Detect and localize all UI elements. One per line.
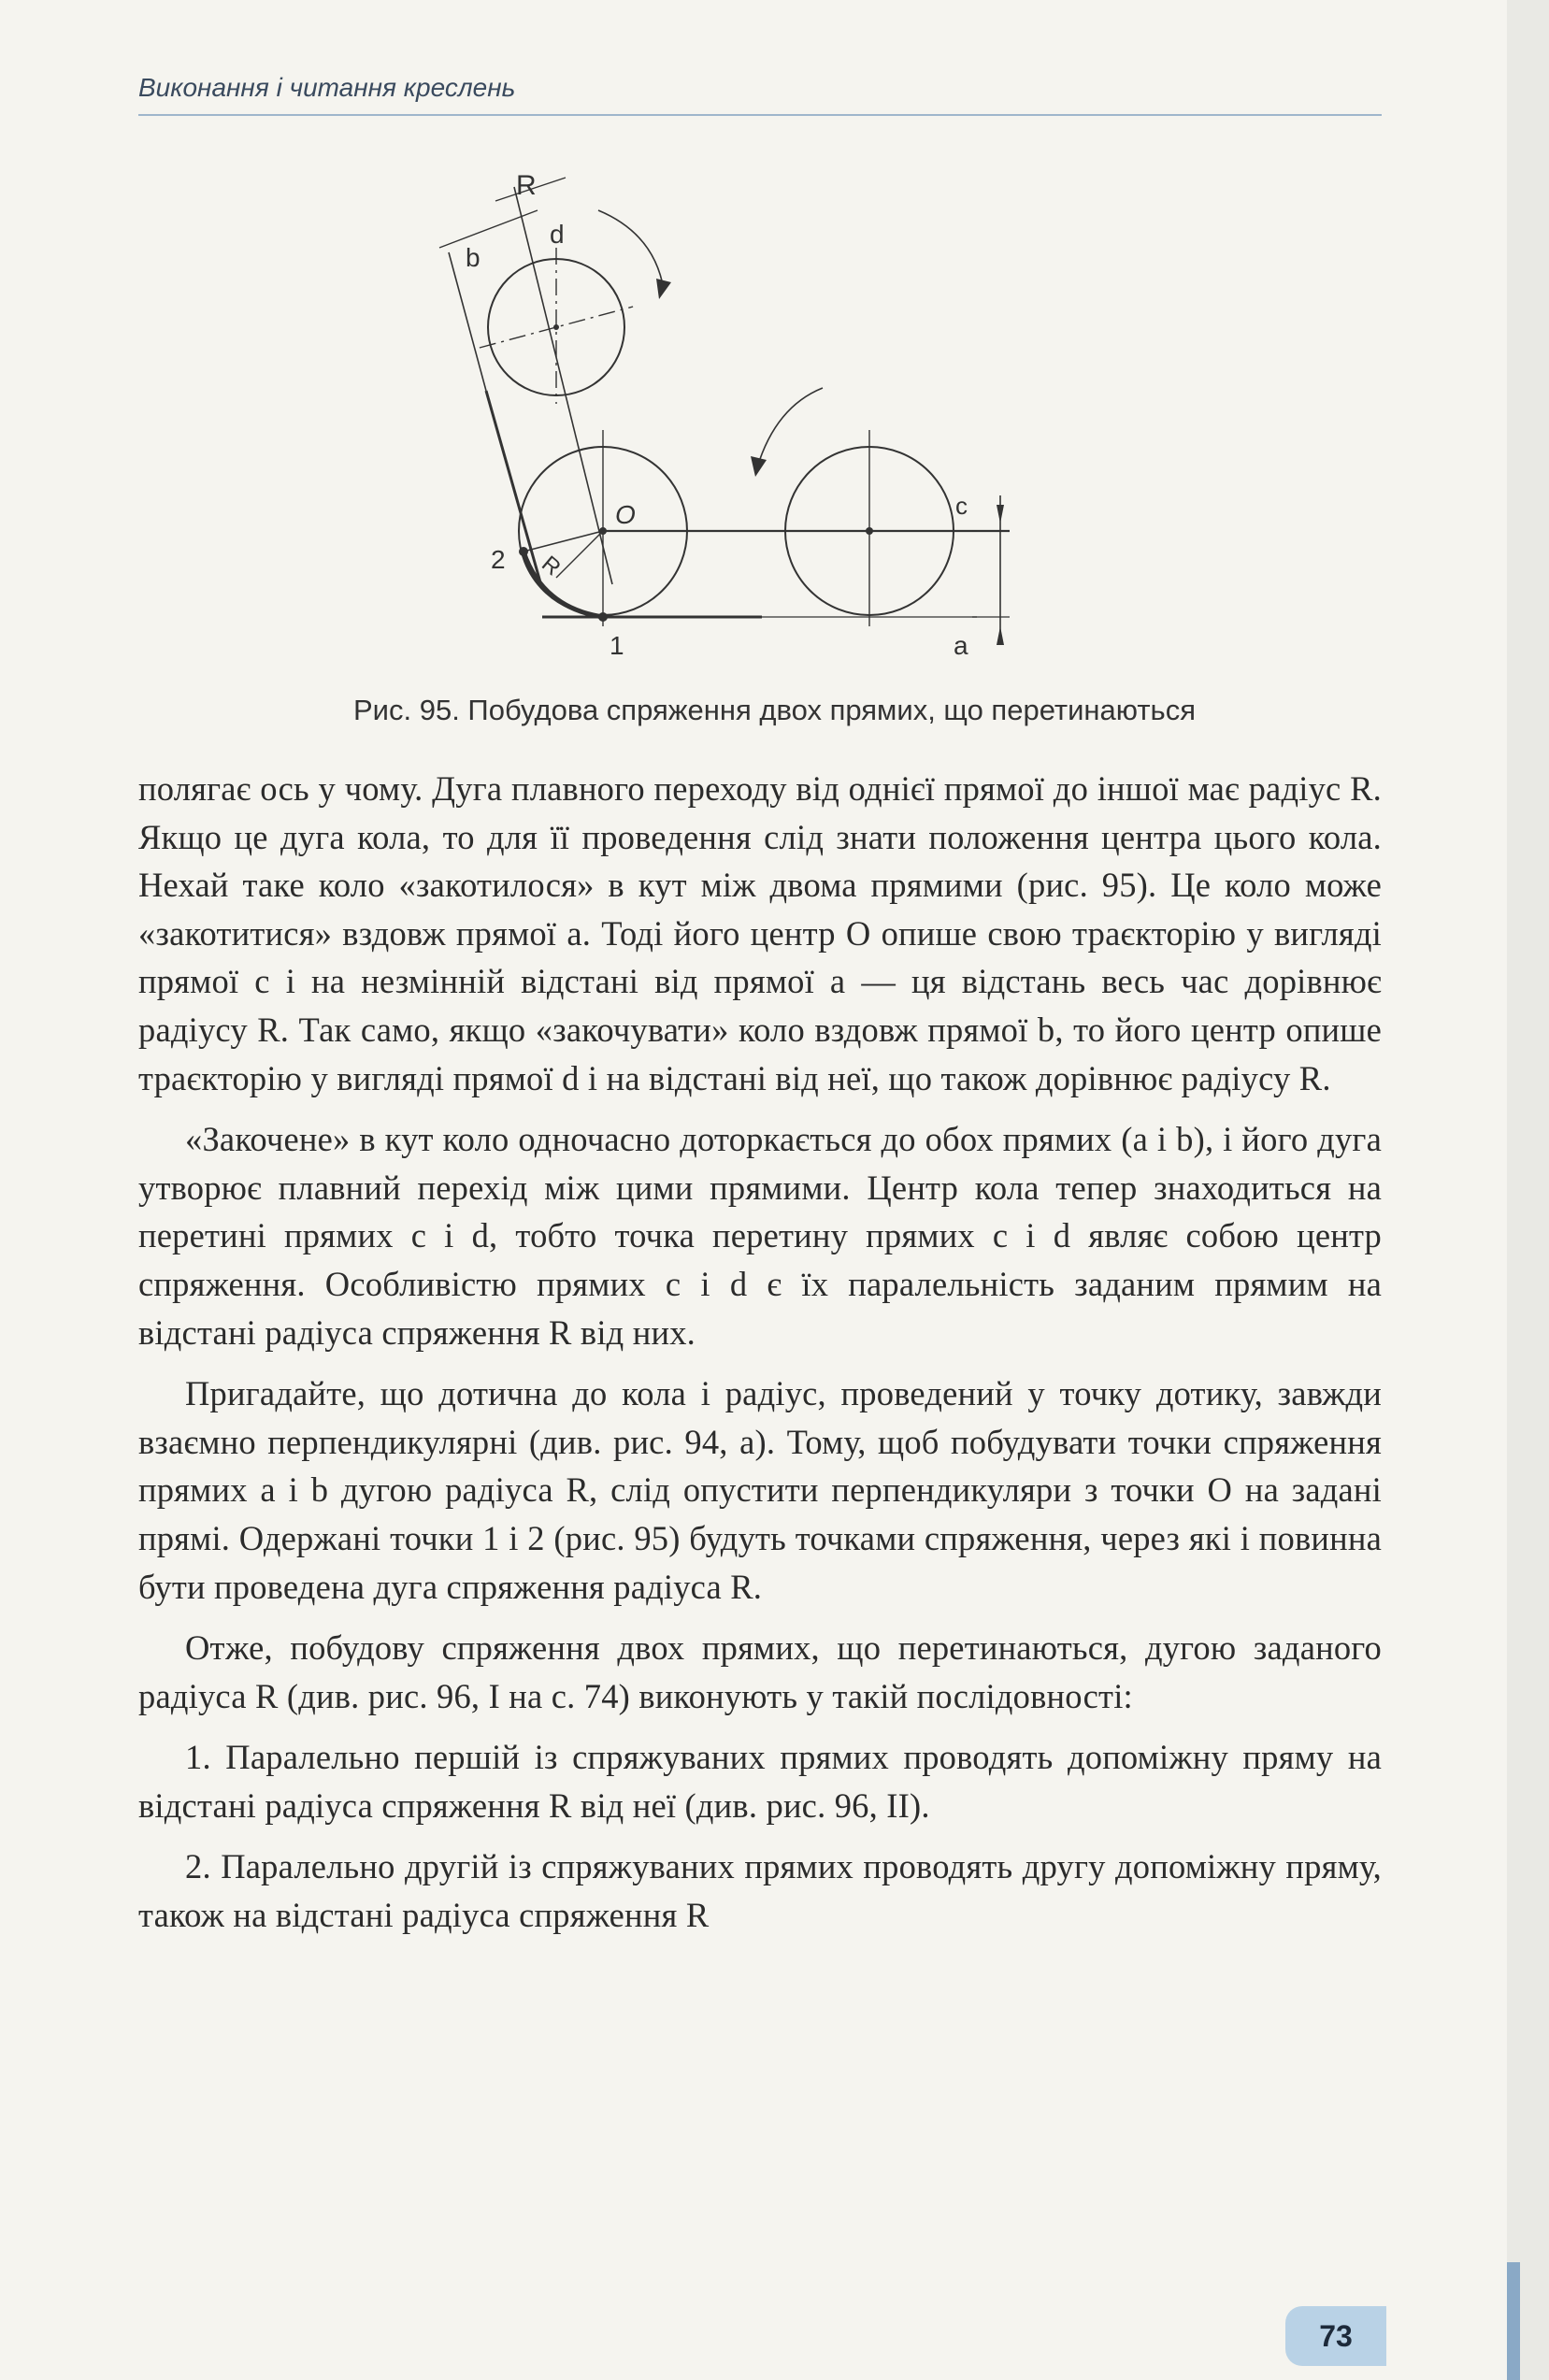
label-2: 2 <box>491 545 506 574</box>
label-R-top: R <box>516 170 537 201</box>
figure-caption: Рис. 95. Побудова спряження двох прямих, що перетинаються <box>353 694 1196 726</box>
label-O: O <box>615 500 636 529</box>
label-a: a <box>954 631 968 660</box>
paragraph: 2. Паралельно другій із спряжуваних прямих проводять другу допоміжну пряму, також на відстані радіуса спряження R <box>138 1847 1382 1935</box>
header-rule <box>138 114 1382 116</box>
paragraph: Пригадайте, що дотична до кола і радіус, проведений у точку дотику, завжди взаємно перпендикулярні (див. рис. 94, a). Тому, щоб побудувати точки спряження прямих a і b дугою радіуса R, слід опустити перпендикуляри з точки O на задані прямі. Одержані точки 1 і 2 (рис. 95) будуть точками спряження, через які і повинна бути проведена дуга спряження радіуса R. <box>138 1374 1382 1606</box>
page-edge-tab <box>1507 2262 1520 2380</box>
page-number: 73 <box>1285 2306 1386 2366</box>
label-R-arc: R <box>537 551 566 581</box>
page-edge <box>1507 0 1549 2380</box>
line-b-ext <box>449 252 486 391</box>
paragraph: полягає ось у чому. Дуга плавного переходу від однієї прямої до іншої має радіус R. Якщо це дуга кола, то для її проведення слід знати положення центра цього кола. Нехай таке коло «закотилося» в кут між двома прямими (рис. 95). Це коло може «закотитися» вздовж прямої a. Тоді його центр O опише свою траєкторію у вигляді прямої c і на незмінній відстані від прямої a — ця відстань весь час дорівнює радіусу R. Так само, якщо «закочувати» коло вздовж прямої b, то його центр опише траєкторію у вигляді прямої d і на відстані від неї, що також дорівнює радіусу R. <box>138 769 1382 1097</box>
paragraph: 1. Паралельно першій із спряжуваних прямих проводять допоміжну пряму на відстані радіуса спряження R від неї (див. рис. 96, II). <box>138 1738 1382 1825</box>
label-b: b <box>466 243 480 272</box>
label-c: c <box>955 492 968 520</box>
label-d: d <box>550 220 565 249</box>
label-1: 1 <box>610 631 624 660</box>
running-header: Виконання і читання креслень <box>138 73 516 102</box>
body-text <box>138 765 1382 1953</box>
figure-95-diagram <box>355 159 1084 692</box>
paragraph: «Закочене» в кут коло одночасно доторкається до обох прямих (a і b), і його дуга утворює плавний перехід між цими прямими. Центр кола тепер знаходиться на перетині прямих c і d, тобто точка перетину прямих c і d являє собою центр спряження. Особливістю прямих c і d є їх паралельність заданим прямим на відстані радіуса спряження R від них. <box>138 1120 1382 1352</box>
paragraph: Отже, побудову спряження двох прямих, що перетинаються, дугою заданого радіуса R (див. рис. 96, I на с. 74) виконують у такій послідовності: <box>138 1628 1382 1715</box>
